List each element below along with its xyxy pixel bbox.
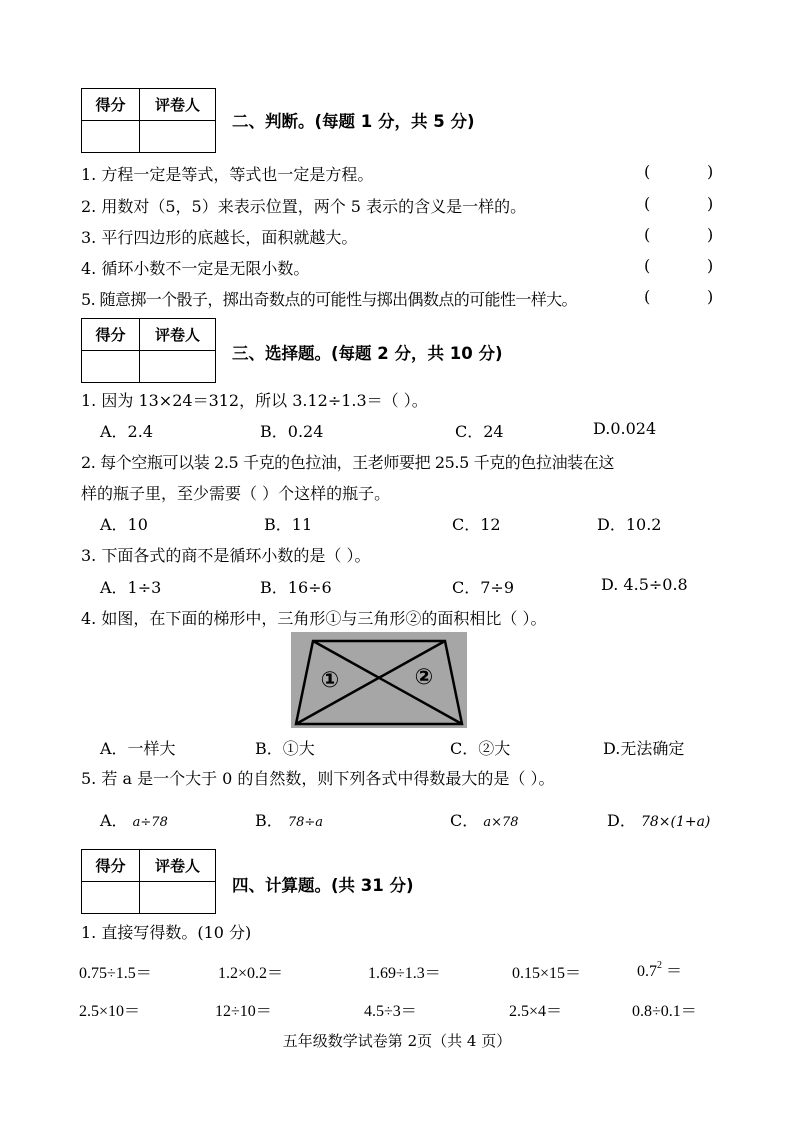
choice-question-3: 3. 下面各式的商不是循环小数的是（ ）。 [81, 546, 371, 565]
calc-item-9: 2.5×4＝ [509, 1003, 563, 1020]
calc-item-2: 1.2×0.2＝ [218, 965, 284, 982]
calc-item-5 [637, 958, 682, 981]
calc-item-5-exp: 2 [657, 960, 662, 971]
section3-title: 三、选择题。(每题 2 分，共 10 分) [232, 344, 503, 363]
trapezoid-figure [291, 632, 467, 728]
q5-option-c-expr: a×78 [483, 815, 519, 830]
score-box-section2 [81, 88, 216, 153]
q1-option-b: B．0.24 [260, 422, 324, 441]
calc-item-5-base: 0.7 [637, 963, 657, 980]
judge-item-1: 1. 方程一定是等式，等式也一定是方程。 [81, 165, 374, 184]
score-box-section4 [81, 849, 216, 914]
q4-option-b: B．①大 [255, 739, 315, 758]
calc-item-5-eq: ＝ [662, 963, 683, 980]
q1-option-d: D.0.024 [593, 419, 657, 438]
grader-header: 评卷人 [140, 319, 216, 351]
calc-item-8: 4.5÷3＝ [364, 1003, 417, 1020]
q5-option-b [255, 808, 323, 831]
q2-option-a: A．10 [100, 515, 148, 534]
q5-option-a-expr: a÷78 [132, 815, 168, 830]
q4-option-d: D.无法确定 [603, 739, 685, 758]
score-cell[interactable] [82, 121, 140, 153]
score-header: 得分 [82, 850, 140, 882]
calc-item-3: 1.69÷1.3＝ [368, 965, 441, 982]
answer-paren-open-3: ( [644, 225, 651, 244]
q5-option-b-letter: B． [255, 811, 283, 830]
calc-subsection-1: 1. 直接写得数。(10 分) [81, 923, 252, 942]
q3-option-c: C．7÷9 [452, 578, 515, 597]
figure-background [291, 632, 467, 728]
q1-option-c: C．24 [455, 422, 504, 441]
answer-paren-open-4: ( [644, 256, 651, 275]
score-cell[interactable] [82, 351, 140, 383]
q3-option-b: B．16÷6 [260, 578, 332, 597]
calc-item-7: 12÷10＝ [215, 1003, 272, 1020]
score-header: 得分 [82, 319, 140, 351]
grader-cell[interactable] [140, 882, 216, 914]
choice-question-2-line2: 样的瓶子里，至少需要（ ）个这样的瓶子。 [81, 484, 391, 503]
judge-item-3: 3. 平行四边形的底越长，面积就越大。 [81, 228, 358, 247]
answer-paren-close-2: ) [707, 194, 714, 213]
judge-item-4: 4. 循环小数不一定是无限小数。 [81, 259, 310, 278]
grader-header: 评卷人 [140, 89, 216, 121]
answer-paren-close-1: ) [707, 162, 714, 181]
q5-option-c [450, 808, 519, 831]
choice-question-1: 1. 因为 13×24＝312，所以 3.12÷1.3＝（ ）。 [81, 391, 428, 410]
q3-option-a: A．1÷3 [100, 578, 162, 597]
page-footer: 五年级数学试卷第 2页（共 4 页） [282, 1032, 512, 1050]
grader-cell[interactable] [140, 351, 216, 383]
q4-option-a: A．一样大 [100, 739, 176, 758]
q3-option-d: D. 4.5÷0.8 [601, 575, 688, 594]
q5-option-c-letter: C． [450, 811, 479, 830]
q5-option-d-expr: 78×(1+a) [640, 814, 711, 830]
grader-header: 评卷人 [140, 850, 216, 882]
judge-item-5: 5. 随意掷一个骰子，掷出奇数点的可能性与掷出偶数点的可能性一样大。 [81, 290, 577, 309]
grader-cell[interactable] [140, 121, 216, 153]
triangle-label-1: ① [320, 668, 340, 693]
calc-item-4: 0.15×15＝ [512, 965, 582, 982]
q5-option-d-letter: D． [607, 811, 636, 830]
judge-item-2: 2. 用数对（5，5）来表示位置，两个 5 表示的含义是一样的。 [81, 197, 527, 216]
triangle-label-2: ② [414, 665, 434, 690]
q2-option-c: C．12 [452, 515, 501, 534]
q2-option-d: D．10.2 [597, 515, 662, 534]
q5-option-a-letter: A． [100, 811, 128, 830]
section2-title: 二、判断。(每题 1 分，共 5 分) [232, 112, 475, 131]
calc-item-6: 2.5×10＝ [79, 1003, 141, 1020]
choice-question-2-line1: 2. 每个空瓶可以装 2.5 千克的色拉油，王老师要把 25.5 千克的色拉油装在这 [81, 453, 614, 472]
answer-paren-close-3: ) [707, 225, 714, 244]
section4-title: 四、计算题。(共 31 分) [232, 876, 414, 895]
score-cell[interactable] [82, 882, 140, 914]
answer-paren-close-4: ) [707, 256, 714, 275]
choice-question-5: 5. 若 a 是一个大于 0 的自然数，则下列各式中得数最大的是（ ）。 [81, 769, 555, 788]
q4-option-c: C．②大 [450, 739, 511, 758]
answer-paren-close-5: ) [707, 287, 714, 306]
q1-option-a: A．2.4 [100, 422, 154, 441]
choice-question-4: 4. 如图，在下面的梯形中，三角形①与三角形②的面积相比（ ）。 [81, 609, 547, 628]
q5-option-d [607, 808, 710, 831]
score-header: 得分 [82, 89, 140, 121]
score-box-section3 [81, 318, 216, 383]
answer-paren-open-2: ( [644, 194, 651, 213]
q5-option-a [100, 808, 168, 831]
q5-option-b-expr: 78÷a [287, 815, 324, 830]
q2-option-b: B．11 [264, 515, 313, 534]
answer-paren-open-5: ( [644, 287, 651, 306]
calc-item-1: 0.75÷1.5＝ [79, 965, 152, 982]
calc-item-10: 0.8÷0.1＝ [632, 1003, 697, 1020]
answer-paren-open-1: ( [644, 162, 651, 181]
